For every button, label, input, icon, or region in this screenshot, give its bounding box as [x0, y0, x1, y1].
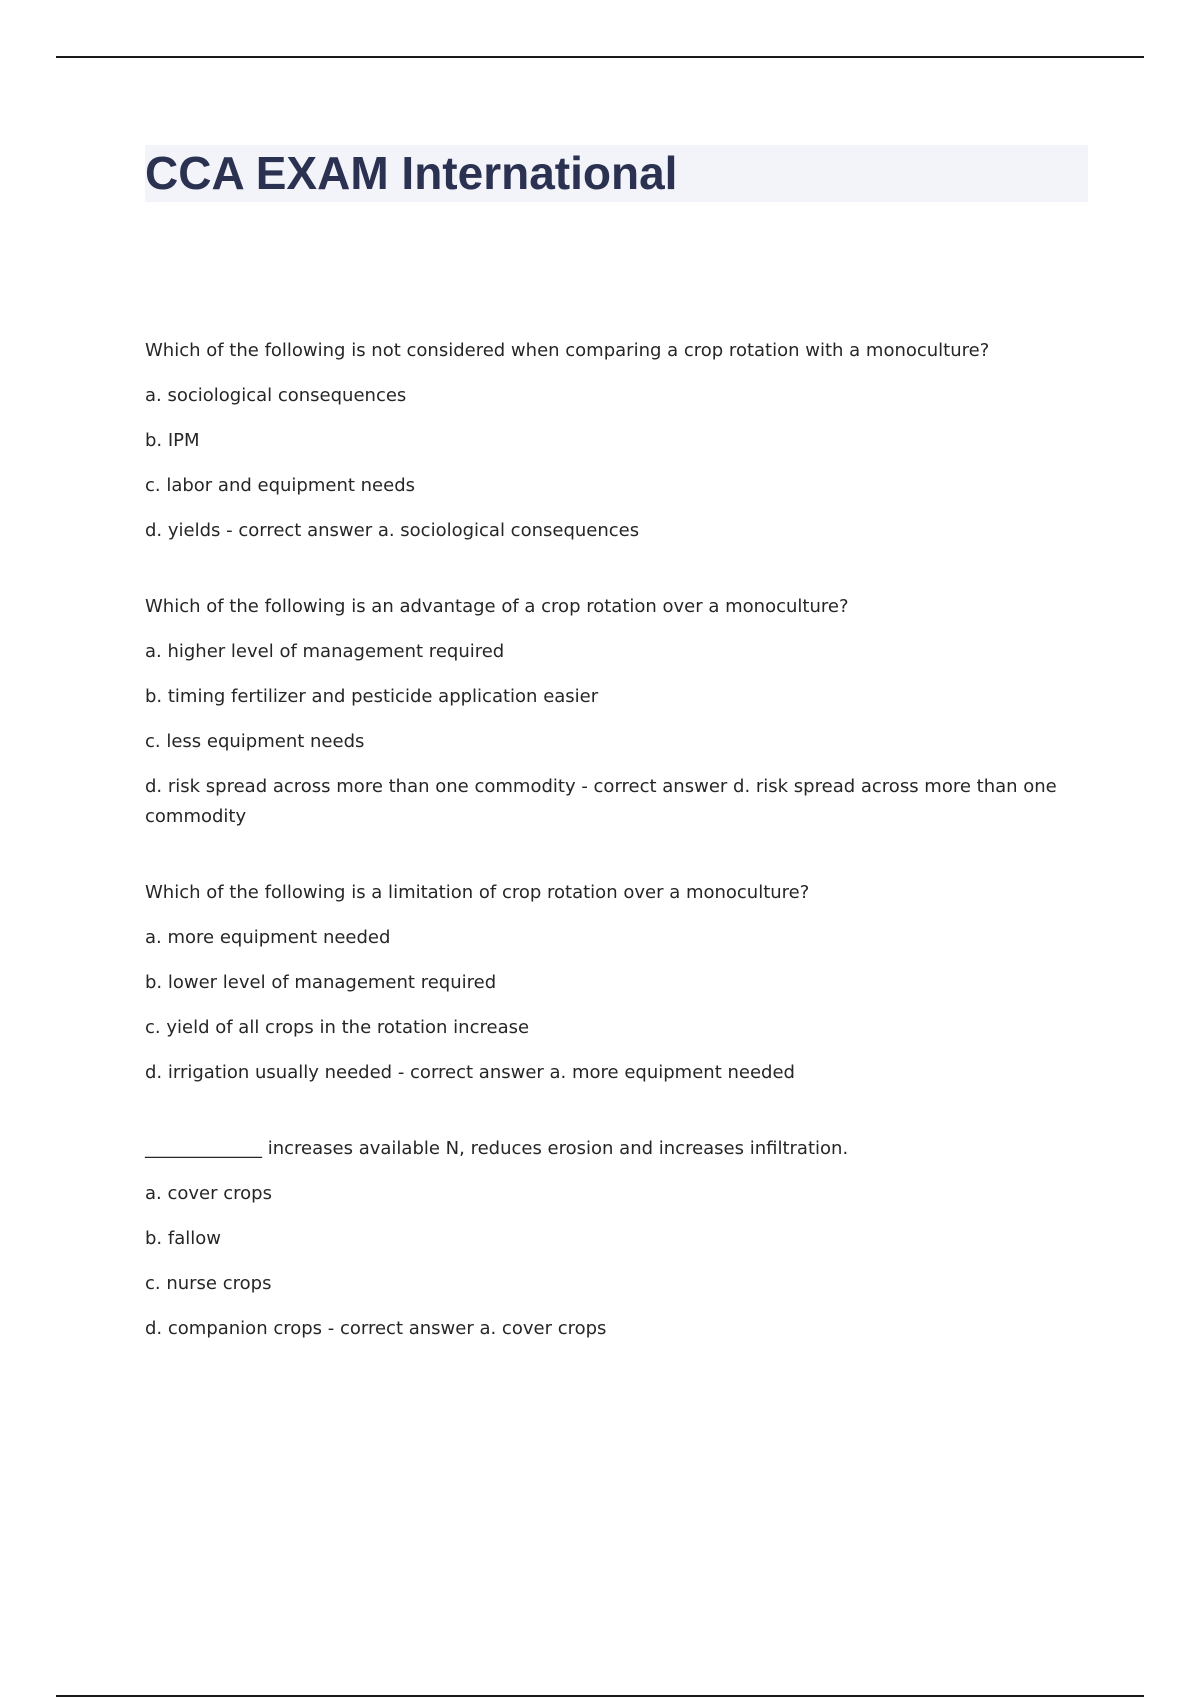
- question-block-4: [145, 1134, 1075, 1344]
- answer-option: b. lower level of management required: [145, 972, 497, 993]
- bottom-rule: [56, 1695, 1144, 1697]
- question-text: Which of the following is a limitation of crop rotation over a monoculture?: [145, 882, 810, 903]
- answer-option: a. higher level of management required: [145, 641, 505, 662]
- page-title: CCA EXAM International: [145, 147, 678, 199]
- top-rule: [56, 56, 1144, 58]
- fill-in-blank: _____________: [145, 1138, 262, 1159]
- answer-option-with-correct-answer: d. yields - correct answer a. sociological consequences: [145, 520, 640, 541]
- answer-option-with-correct-answer: d. irrigation usually needed - correct answer a. more equipment needed: [145, 1062, 795, 1083]
- answer-option: c. less equipment needs: [145, 731, 365, 752]
- answer-option: a. more equipment needed: [145, 927, 391, 948]
- answer-option: c. labor and equipment needs: [145, 475, 416, 496]
- answer-option: b. timing fertilizer and pesticide application easier: [145, 686, 599, 707]
- question-block-3: [145, 878, 1075, 1088]
- question-text: Which of the following is not considered when comparing a crop rotation with a monoculture?: [145, 340, 990, 361]
- answer-option: c. yield of all crops in the rotation increase: [145, 1017, 530, 1038]
- answer-option-with-correct-answer: d. risk spread across more than one commodity - correct answer d. risk spread across more than one commodity: [145, 776, 1057, 827]
- question-block-1: [145, 336, 1075, 546]
- question-text: [145, 1134, 1075, 1164]
- question-text: Which of the following is an advantage of a crop rotation over a monoculture?: [145, 596, 849, 617]
- answer-option-with-correct-answer: d. companion crops - correct answer a. cover crops: [145, 1318, 607, 1339]
- answer-option: b. fallow: [145, 1228, 221, 1249]
- answer-option: a. cover crops: [145, 1183, 272, 1204]
- answer-option: a. sociological consequences: [145, 385, 407, 406]
- question-block-2: [145, 592, 1075, 832]
- answer-option: b. IPM: [145, 430, 200, 451]
- question-list: [145, 336, 1075, 1390]
- question-text-tail: increases available N, reduces erosion and increases infiltration.: [267, 1138, 849, 1159]
- answer-option: c. nurse crops: [145, 1273, 272, 1294]
